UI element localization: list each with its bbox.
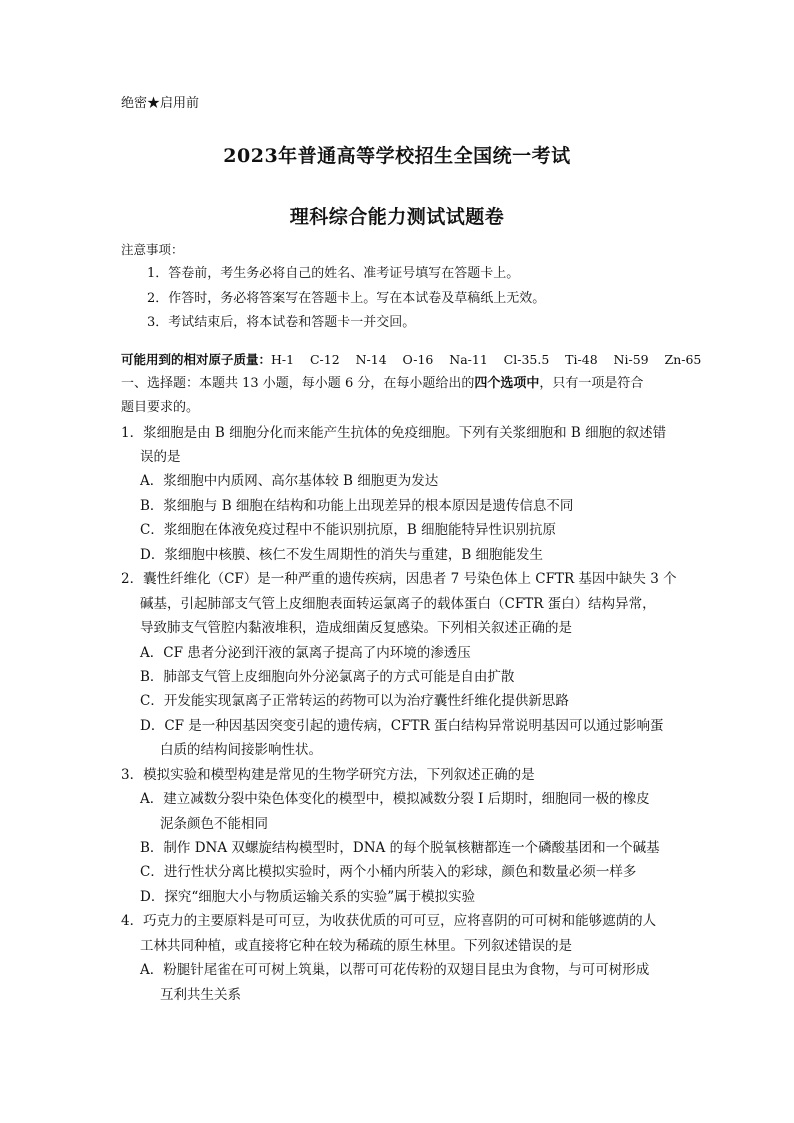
question-3-option-b: B．制作 DNA 双螺旋结构模型时，DNA 的每个脱氧核糖都连一个磷酸基团和一个碱基 xyxy=(140,840,660,856)
question-4-stem: 4．巧克力的主要原料是可可豆，为收获优质的可可豆，应将喜阴的可可树和能够遮荫的人 xyxy=(121,913,657,929)
atomic-mass-line xyxy=(121,350,701,370)
question-2-option-d-cont: 白质的结构间接影响性状。 xyxy=(160,742,322,758)
question-3-option-d: D．探究“细胞大小与物质运输关系的实验”属于模拟实验 xyxy=(140,889,476,905)
question-2-option-b: B．肺部支气管上皮细胞向外分泌氯离子的方式可能是自由扩散 xyxy=(140,669,515,685)
question-2-stem-cont: 导致肺支气管腔内黏液堆积，造成细菌反复感染。下列相关叙述正确的是 xyxy=(140,620,572,636)
confidential-label: 绝密★启用前 xyxy=(121,96,200,111)
section-intro-tail: ，只有一项是符合 xyxy=(539,376,644,391)
question-3-option-c: C．进行性状分离比模拟实验时，两个小桶内所装入的彩球，颜色和数量必须一样多 xyxy=(140,864,637,880)
notice-item: 1．答卷前，考生务必将自己的姓名、准考证号填写在答题卡上。 xyxy=(147,266,520,281)
section-emphasis: 四个选项中 xyxy=(474,376,540,391)
question-3-option-a-cont: 泥条颜色不能相同 xyxy=(160,816,268,832)
question-2-stem: 2．囊性纤维化（CF）是一种严重的遗传疾病，因患者 7 号染色体上 CFTR 基因中缺失 3 个 xyxy=(121,571,677,587)
atomic-mass-label: 可能用到的相对原子质量： xyxy=(121,352,272,367)
question-2-stem-cont: 碱基，引起肺部支气管上皮细胞表面转运氯离子的载体蛋白（CFTR 蛋白）结构异常， xyxy=(140,596,656,612)
question-4-option-a: A．粉腿针尾雀在可可树上筑巢，以帮可可花传粉的双翅目昆虫为食物，与可可树形成 xyxy=(140,962,650,978)
question-1-option-b: B．浆细胞与 B 细胞在结构和功能上出现差异的根本原因是遗传信息不同 xyxy=(140,498,574,514)
question-3-option-a: A．建立减数分裂中染色体变化的模型中，模拟减数分裂 I 后期时，细胞同一极的橡皮 xyxy=(140,791,650,807)
notice-heading: 注意事项： xyxy=(121,242,184,257)
exam-subtitle: 理科综合能力测试试题卷 xyxy=(289,206,505,228)
notice-item: 2．作答时，务必将答案写在答题卡上。写在本试卷及草稿纸上无效。 xyxy=(147,291,546,306)
notice-item: 3．考试结束后，将本试卷和答题卡一并交回。 xyxy=(147,315,416,330)
section-heading xyxy=(121,374,643,394)
atomic-mass-values: H-1 C-12 N-14 O-16 Na-11 Cl-35.5 Ti-48 Ni-59 Zn-65 xyxy=(271,352,702,367)
question-1-option-d: D．浆细胞中核膜、核仁不发生周期性的消失与重建，B 细胞能发生 xyxy=(140,547,544,563)
question-1-option-c: C．浆细胞在体液免疫过程中不能识别抗原，B 细胞能特异性识别抗原 xyxy=(140,522,557,538)
question-1-stem: 1．浆细胞是由 B 细胞分化而来能产生抗体的免疫细胞。下列有关浆细胞和 B 细胞的叙述错 xyxy=(121,425,667,441)
question-1-option-a: A．浆细胞中内质网、高尔基体较 B 细胞更为发达 xyxy=(140,473,439,489)
exam-title: 2023年普通高等学校招生全国统一考试 xyxy=(223,145,571,167)
question-1-stem-cont: 误的是 xyxy=(140,449,181,465)
question-4-option-a-cont: 互利共生关系 xyxy=(160,987,241,1003)
question-2-option-a: A．CF 患者分泌到汗液的氯离子提高了内环境的渗透压 xyxy=(140,645,471,661)
question-4-stem-cont: 工林共同种植，或直接将它种在较为稀疏的原生林里。下列叙述错误的是 xyxy=(140,938,572,954)
section-intro: 一、选择题：本题共 13 小题，每小题 6 分，在每小题给出的 xyxy=(121,376,475,391)
question-3-stem: 3．模拟实验和模型构建是常见的生物学研究方法，下列叙述正确的是 xyxy=(121,767,535,783)
question-2-option-c: C．开发能实现氯离子正常转运的药物可以为治疗囊性纤维化提供新思路 xyxy=(140,693,569,709)
question-2-option-d: D．CF 是一种因基因突变引起的遗传病，CFTR 蛋白结构异常说明基因可以通过影响蛋 xyxy=(140,718,664,734)
section-heading-cont: 题目要求的。 xyxy=(121,400,200,415)
